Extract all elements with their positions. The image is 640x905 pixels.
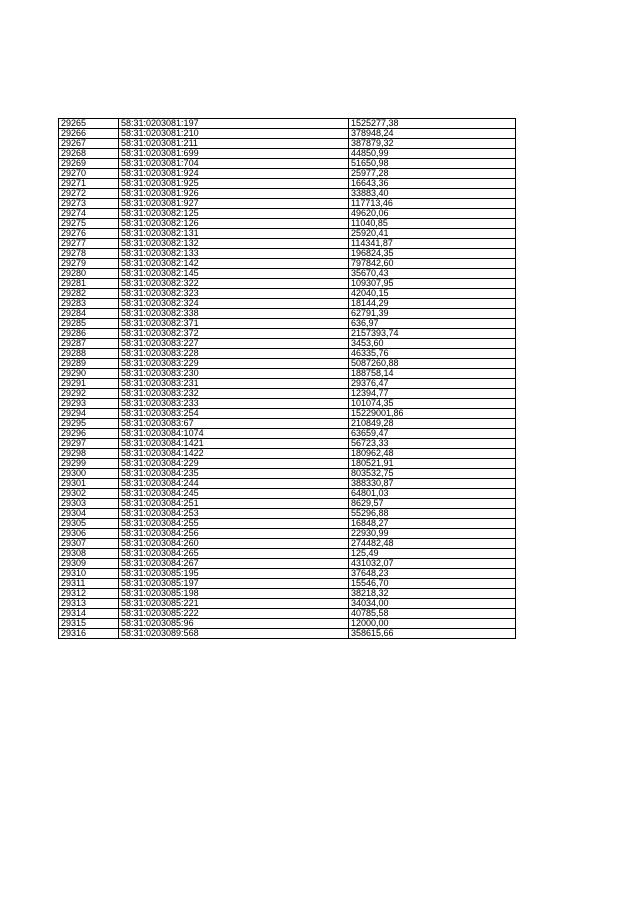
cadastral-number-cell: 58:31:0203083:227 <box>119 339 349 349</box>
row-number-cell: 29298 <box>59 449 119 459</box>
cadastral-value-cell: 803532,75 <box>349 469 516 479</box>
row-number-cell: 29276 <box>59 229 119 239</box>
row-number-cell: 29315 <box>59 619 119 629</box>
cadastral-number-cell: 58:31:0203081:926 <box>119 189 349 199</box>
row-number-cell: 29295 <box>59 419 119 429</box>
cadastral-number-cell: 58:31:0203084:1074 <box>119 429 349 439</box>
row-number-cell: 29306 <box>59 529 119 539</box>
table-row <box>59 519 516 529</box>
cadastral-value-cell: 180521,91 <box>349 459 516 469</box>
cadastral-value-cell: 29376,47 <box>349 379 516 389</box>
table-row <box>59 529 516 539</box>
cadastral-number-cell: 58:31:0203089:568 <box>119 629 349 639</box>
cadastral-value-cell: 11040,85 <box>349 219 516 229</box>
table-row <box>59 369 516 379</box>
table-row <box>59 139 516 149</box>
row-number-cell: 29281 <box>59 279 119 289</box>
table-row <box>59 629 516 639</box>
cadastral-number-cell: 58:31:0203084:235 <box>119 469 349 479</box>
row-number-cell: 29270 <box>59 169 119 179</box>
row-number-cell: 29267 <box>59 139 119 149</box>
cadastral-value-cell: 180962,48 <box>349 449 516 459</box>
cadastral-value-cell: 49620,06 <box>349 209 516 219</box>
cadastral-value-cell: 18144,29 <box>349 299 516 309</box>
table-row <box>59 429 516 439</box>
row-number-cell: 29302 <box>59 489 119 499</box>
table-row <box>59 509 516 519</box>
cadastral-value-cell: 33883,40 <box>349 189 516 199</box>
row-number-cell: 29272 <box>59 189 119 199</box>
cadastral-number-cell: 58:31:0203084:244 <box>119 479 349 489</box>
row-number-cell: 29309 <box>59 559 119 569</box>
cadastral-number-cell: 58:31:0203084:1422 <box>119 449 349 459</box>
row-number-cell: 29268 <box>59 149 119 159</box>
cadastral-number-cell: 58:31:0203082:372 <box>119 329 349 339</box>
table-row <box>59 209 516 219</box>
row-number-cell: 29280 <box>59 269 119 279</box>
cadastral-number-cell: 58:31:0203083:233 <box>119 399 349 409</box>
row-number-cell: 29290 <box>59 369 119 379</box>
table-row <box>59 299 516 309</box>
row-number-cell: 29304 <box>59 509 119 519</box>
cadastral-number-cell: 58:31:0203083:232 <box>119 389 349 399</box>
cadastral-number-cell: 58:31:0203082:132 <box>119 239 349 249</box>
cadastral-number-cell: 58:31:0203085:222 <box>119 609 349 619</box>
row-number-cell: 29303 <box>59 499 119 509</box>
table-row <box>59 619 516 629</box>
table-row <box>59 459 516 469</box>
table-row <box>59 589 516 599</box>
row-number-cell: 29296 <box>59 429 119 439</box>
table-row <box>59 129 516 139</box>
table-row <box>59 599 516 609</box>
row-number-cell: 29286 <box>59 329 119 339</box>
cadastral-value-cell: 22930,99 <box>349 529 516 539</box>
row-number-cell: 29288 <box>59 349 119 359</box>
cadastral-value-cell: 64801,03 <box>349 489 516 499</box>
row-number-cell: 29271 <box>59 179 119 189</box>
cadastral-number-cell: 58:31:0203083:254 <box>119 409 349 419</box>
table-row <box>59 239 516 249</box>
cadastral-number-cell: 58:31:0203084:1421 <box>119 439 349 449</box>
cadastral-value-cell: 358615,66 <box>349 629 516 639</box>
row-number-cell: 29307 <box>59 539 119 549</box>
row-number-cell: 29291 <box>59 379 119 389</box>
cadastral-value-cell: 117713,46 <box>349 199 516 209</box>
table-row <box>59 359 516 369</box>
cadastral-value-cell: 63659,47 <box>349 429 516 439</box>
cadastral-value-cell: 378948,24 <box>349 129 516 139</box>
table-row <box>59 269 516 279</box>
table-row <box>59 439 516 449</box>
row-number-cell: 29285 <box>59 319 119 329</box>
table-row <box>59 339 516 349</box>
cadastral-value-cell: 8629,57 <box>349 499 516 509</box>
table-row <box>59 159 516 169</box>
row-number-cell: 29277 <box>59 239 119 249</box>
table-row <box>59 479 516 489</box>
cadastral-value-cell: 25977,28 <box>349 169 516 179</box>
row-number-cell: 29279 <box>59 259 119 269</box>
row-number-cell: 29301 <box>59 479 119 489</box>
table-row <box>59 389 516 399</box>
cadastral-number-cell: 58:31:0203084:253 <box>119 509 349 519</box>
cadastral-number-cell: 58:31:0203085:197 <box>119 579 349 589</box>
row-number-cell: 29283 <box>59 299 119 309</box>
cadastral-number-cell: 58:31:0203081:210 <box>119 129 349 139</box>
table-row <box>59 539 516 549</box>
cadastral-number-cell: 58:31:0203082:133 <box>119 249 349 259</box>
table-row <box>59 379 516 389</box>
table-row <box>59 149 516 159</box>
cadastral-number-cell: 58:31:0203082:142 <box>119 259 349 269</box>
cadastral-number-cell: 58:31:0203082:322 <box>119 279 349 289</box>
cadastral-value-cell: 388330,87 <box>349 479 516 489</box>
row-number-cell: 29289 <box>59 359 119 369</box>
cadastral-number-cell: 58:31:0203084:251 <box>119 499 349 509</box>
cadastral-number-cell: 58:31:0203084:245 <box>119 489 349 499</box>
cadastral-number-cell: 58:31:0203082:145 <box>119 269 349 279</box>
cadastral-value-cell: 109307,95 <box>349 279 516 289</box>
cadastral-value-cell: 40785,58 <box>349 609 516 619</box>
table-row <box>59 319 516 329</box>
cadastral-value-cell: 25920,41 <box>349 229 516 239</box>
cadastral-value-cell: 34034,00 <box>349 599 516 609</box>
table-row <box>59 609 516 619</box>
cadastral-number-cell: 58:31:0203081:704 <box>119 159 349 169</box>
cadastral-value-cell: 46335,76 <box>349 349 516 359</box>
cadastral-number-cell: 58:31:0203084:256 <box>119 529 349 539</box>
row-number-cell: 29282 <box>59 289 119 299</box>
row-number-cell: 29308 <box>59 549 119 559</box>
row-number-cell: 29299 <box>59 459 119 469</box>
row-number-cell: 29274 <box>59 209 119 219</box>
cadastral-value-cell: 101074,35 <box>349 399 516 409</box>
row-number-cell: 29305 <box>59 519 119 529</box>
table-row <box>59 569 516 579</box>
table-row <box>59 579 516 589</box>
cadastral-number-cell: 58:31:0203084:265 <box>119 549 349 559</box>
cadastral-value-cell: 62791,39 <box>349 309 516 319</box>
table-row <box>59 559 516 569</box>
cadastral-value-cell: 5087260,88 <box>349 359 516 369</box>
cadastral-value-cell: 12000,00 <box>349 619 516 629</box>
table-row <box>59 289 516 299</box>
table-row <box>59 259 516 269</box>
cadastral-value-cell: 196824,35 <box>349 249 516 259</box>
cadastral-value-table <box>58 118 516 639</box>
row-number-cell: 29275 <box>59 219 119 229</box>
cadastral-value-cell: 16848,27 <box>349 519 516 529</box>
cadastral-value-cell: 51650,98 <box>349 159 516 169</box>
row-number-cell: 29266 <box>59 129 119 139</box>
cadastral-value-cell: 125,49 <box>349 549 516 559</box>
cadastral-number-cell: 58:31:0203081:924 <box>119 169 349 179</box>
cadastral-number-cell: 58:31:0203084:229 <box>119 459 349 469</box>
row-number-cell: 29284 <box>59 309 119 319</box>
cadastral-number-cell: 58:31:0203082:324 <box>119 299 349 309</box>
row-number-cell: 29287 <box>59 339 119 349</box>
row-number-cell: 29278 <box>59 249 119 259</box>
table-body <box>59 119 516 639</box>
row-number-cell: 29310 <box>59 569 119 579</box>
cadastral-value-cell: 44850,99 <box>349 149 516 159</box>
table-row <box>59 489 516 499</box>
cadastral-value-cell: 114341,87 <box>349 239 516 249</box>
row-number-cell: 29293 <box>59 399 119 409</box>
cadastral-number-cell: 58:31:0203084:267 <box>119 559 349 569</box>
table-row <box>59 179 516 189</box>
cadastral-number-cell: 58:31:0203083:67 <box>119 419 349 429</box>
cadastral-number-cell: 58:31:0203082:371 <box>119 319 349 329</box>
cadastral-number-cell: 58:31:0203082:323 <box>119 289 349 299</box>
row-number-cell: 29300 <box>59 469 119 479</box>
table-row <box>59 229 516 239</box>
cadastral-number-cell: 58:31:0203081:197 <box>119 119 349 129</box>
table-row <box>59 309 516 319</box>
cadastral-value-cell: 431032,07 <box>349 559 516 569</box>
table-row <box>59 119 516 129</box>
row-number-cell: 29297 <box>59 439 119 449</box>
row-number-cell: 29265 <box>59 119 119 129</box>
cadastral-value-cell: 1525277,38 <box>349 119 516 129</box>
cadastral-value-cell: 12394,77 <box>349 389 516 399</box>
cadastral-value-cell: 274482,48 <box>349 539 516 549</box>
cadastral-number-cell: 58:31:0203085:195 <box>119 569 349 579</box>
row-number-cell: 29313 <box>59 599 119 609</box>
cadastral-value-cell: 42040,15 <box>349 289 516 299</box>
table-row <box>59 399 516 409</box>
table-row <box>59 419 516 429</box>
table-row <box>59 469 516 479</box>
table-row <box>59 169 516 179</box>
table-row <box>59 449 516 459</box>
row-number-cell: 29294 <box>59 409 119 419</box>
row-number-cell: 29316 <box>59 629 119 639</box>
cadastral-value-cell: 188758,14 <box>349 369 516 379</box>
cadastral-value-cell: 636,97 <box>349 319 516 329</box>
cadastral-value-cell: 37648,23 <box>349 569 516 579</box>
table-row <box>59 499 516 509</box>
cadastral-number-cell: 58:31:0203081:925 <box>119 179 349 189</box>
table-row <box>59 349 516 359</box>
row-number-cell: 29311 <box>59 579 119 589</box>
row-number-cell: 29312 <box>59 589 119 599</box>
table-row <box>59 279 516 289</box>
table-row <box>59 329 516 339</box>
cadastral-value-cell: 387879,32 <box>349 139 516 149</box>
table-row <box>59 549 516 559</box>
cadastral-value-cell: 16643,36 <box>349 179 516 189</box>
cadastral-number-cell: 58:31:0203083:228 <box>119 349 349 359</box>
row-number-cell: 29273 <box>59 199 119 209</box>
cadastral-number-cell: 58:31:0203081:211 <box>119 139 349 149</box>
cadastral-number-cell: 58:31:0203082:126 <box>119 219 349 229</box>
table-row <box>59 249 516 259</box>
cadastral-number-cell: 58:31:0203085:221 <box>119 599 349 609</box>
cadastral-number-cell: 58:31:0203083:229 <box>119 359 349 369</box>
cadastral-number-cell: 58:31:0203085:96 <box>119 619 349 629</box>
cadastral-number-cell: 58:31:0203084:260 <box>119 539 349 549</box>
cadastral-value-cell: 15229001,86 <box>349 409 516 419</box>
cadastral-value-cell: 38218,32 <box>349 589 516 599</box>
cadastral-value-cell: 797842,60 <box>349 259 516 269</box>
cadastral-value-cell: 3453,60 <box>349 339 516 349</box>
cadastral-number-cell: 58:31:0203083:231 <box>119 379 349 389</box>
cadastral-value-cell: 55296,88 <box>349 509 516 519</box>
table-row <box>59 189 516 199</box>
cadastral-value-cell: 15546,70 <box>349 579 516 589</box>
cadastral-value-cell: 56723,33 <box>349 439 516 449</box>
cadastral-value-cell: 210849,28 <box>349 419 516 429</box>
table-row <box>59 219 516 229</box>
cadastral-value-cell: 35670,43 <box>349 269 516 279</box>
cadastral-value-cell: 2157393,74 <box>349 329 516 339</box>
table-row <box>59 409 516 419</box>
table-row <box>59 199 516 209</box>
cadastral-number-cell: 58:31:0203083:230 <box>119 369 349 379</box>
cadastral-number-cell: 58:31:0203081:927 <box>119 199 349 209</box>
row-number-cell: 29269 <box>59 159 119 169</box>
cadastral-number-cell: 58:31:0203082:125 <box>119 209 349 219</box>
cadastral-number-cell: 58:31:0203085:198 <box>119 589 349 599</box>
cadastral-number-cell: 58:31:0203081:699 <box>119 149 349 159</box>
row-number-cell: 29314 <box>59 609 119 619</box>
row-number-cell: 29292 <box>59 389 119 399</box>
cadastral-number-cell: 58:31:0203082:131 <box>119 229 349 239</box>
cadastral-number-cell: 58:31:0203082:338 <box>119 309 349 319</box>
cadastral-number-cell: 58:31:0203084:255 <box>119 519 349 529</box>
